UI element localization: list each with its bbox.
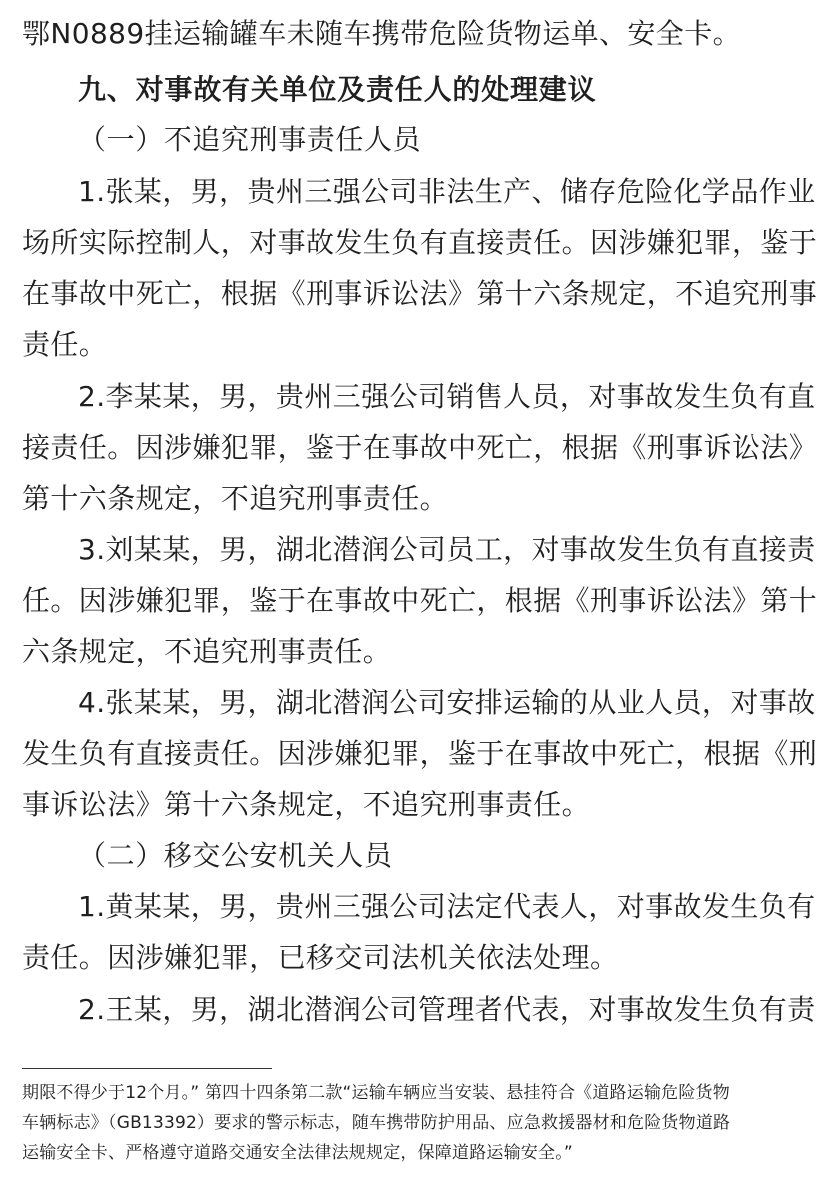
body-line: 任。因涉嫌犯罪，鉴于在事故中死亡，根据《刑事诉讼法》第十 (22, 584, 818, 617)
footnote-line: 车辆标志》（GB13392）要求的警示标志，随车携带防护用品、应急救援器材和危险货物道路 (22, 1113, 731, 1133)
body-line: 4.张某某，男，湖北潜润公司安排运输的从业人员，对事故 (78, 686, 816, 719)
body-line: 在事故中死亡，根据《刑事诉讼法》第十六条规定，不追究刑事 (22, 277, 818, 310)
body-line: 责任。因涉嫌犯罪，已移交司法机关依法处理。 (22, 941, 619, 974)
footnote-line: 期限不得少于12个月。” 第四十四条第二款“运输车辆应当安装、悬挂符合《道路运输危险货物 (22, 1083, 730, 1103)
footnote-line: 运输安全卡、严格遵守道路交通安全法律法规规定，保障道路运输安全。” (22, 1143, 573, 1163)
body-line: 2.王某，男，湖北潜润公司管理者代表，对事故发生负有责 (78, 993, 816, 1026)
body-line: 六条规定，不追究刑事责任。 (22, 635, 392, 668)
body-line: 场所实际控制人，对事故发生负有直接责任。因涉嫌犯罪，鉴于 (22, 226, 818, 259)
subsection-heading: （二）移交公安机关人员 (78, 839, 393, 872)
body-line: 第十六条规定，不追究刑事责任。 (22, 482, 449, 515)
body-line: 1.黄某某，男，贵州三强公司法定代表人，对事故发生负有 (78, 890, 816, 923)
subsection-heading: （一）不追究刑事责任人员 (78, 123, 422, 156)
footnote-divider (22, 1068, 272, 1069)
body-line: 事诉讼法》第十六条规定，不追究刑事责任。 (22, 788, 591, 821)
body-line: 2.李某某，男，贵州三强公司销售人员，对事故发生负有直 (78, 380, 816, 413)
body-line: 鄂N0889挂运输罐车未随车携带危险货物运单、安全卡。 (22, 17, 742, 50)
body-line: 责任。 (22, 328, 108, 361)
section-heading: 九、对事故有关单位及责任人的处理建议 (78, 73, 597, 106)
body-line: 发生负有直接责任。因涉嫌犯罪，鉴于在事故中死亡，根据《刑 (22, 737, 818, 770)
body-line: 3.刘某某，男，湖北潜润公司员工，对事故发生负有直接责 (78, 533, 816, 566)
body-line: 1.张某，男，贵州三强公司非法生产、储存危险化学品作业 (78, 175, 816, 208)
body-line: 接责任。因涉嫌犯罪，鉴于在事故中死亡，根据《刑事诉讼法》 (22, 431, 818, 464)
